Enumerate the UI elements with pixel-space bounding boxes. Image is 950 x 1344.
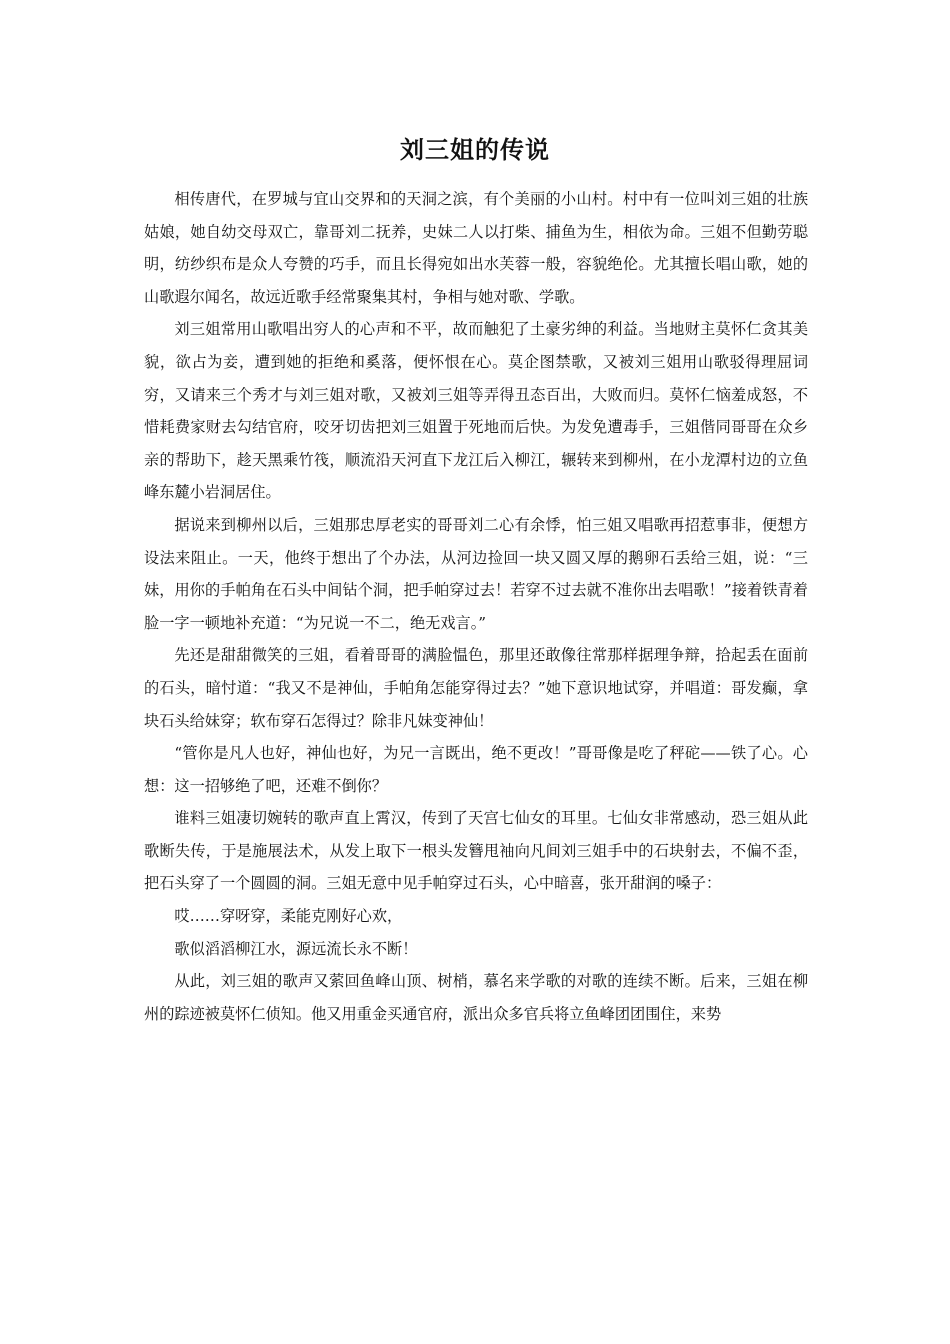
paragraph-aftermath: 从此，刘三姐的歌声又萦回鱼峰山顶、树梢，慕名来学歌的对歌的连续不断。后来，三姐在柳州的踪迹被莫怀仁侦知。他又用重金买通官府，派出众多官兵将立鱼峰团团围住，来势 [144, 972, 808, 1023]
song-line-1: 哎……穿呀穿，柔能克刚好心欢， [174, 907, 403, 926]
paragraph-fairy: 谁料三姐凄切婉转的歌声直上霄汉，传到了天宫七仙女的耳里。七仙女非常感动，恐三姐从此歌断失传，于是施展法术，从发上取下一根头发簪甩袖向凡间刘三姐手中的石块射去，不偏不歪，把石头穿了一个圆圆的洞。三姐无意中见手帕穿过石头，心中暗喜，张开甜润的嗓子： [144, 809, 808, 893]
paragraph-conflict: 刘三姐常用山歌唱出穷人的心声和不平，故而触犯了土豪劣绅的利益。当地财主莫怀仁贪其美貌，欲占为妾，遭到她的拒绝和奚落，便怀恨在心。莫企图禁歌，又被刘三姐用山歌驳得理屈词穷，又请来三个秀才与刘三姐对歌，又被刘三姐等弄得丑态百出，大败而归。莫怀仁恼羞成怒，不惜耗费家财去勾结官府，咬牙切齿把刘三姐置于死地而后快。为发免遭毒手，三姐偕同哥哥在众乡亲的帮助下，趁天黑乘竹筏，顺流沿天河直下龙江后入柳江，辗转来到柳州，在小龙潭村边的立鱼峰东麓小岩洞居住。 [144, 320, 808, 502]
document-title: 刘三姐的传说 [400, 136, 550, 164]
paragraph-brother-reply: “管你是凡人也好，神仙也好，为兄一言既出，绝不更改！”哥哥像是吃了秤砣——铁了心。心想：这一招够绝了吧，还难不倒你？ [144, 744, 808, 795]
paragraph-sanjie-song: 先还是甜甜微笑的三姐，看着哥哥的满脸愠色，那里还敢像往常那样据理争辩，拾起丢在面前的石头，暗忖道：“我又不是神仙，手帕角怎能穿得过去？”她下意识地试穿，并唱道：哥发癫，拿块石头给妹穿；软布穿石怎得过？除非凡妹变神仙！ [144, 646, 808, 730]
document-body [144, 183, 808, 1030]
paragraph-brother-stone: 据说来到柳州以后，三姐那忠厚老实的哥哥刘二心有余悸，怕三姐又唱歌再招惹事非，便想方设法来阻止。一天，他终于想出了个办法，从河边捡回一块又圆又厚的鹅卵石丢给三姐，说：“三妹，用你的手帕角在石头中间钻个洞，把手帕穿过去！若穿不过去就不准你出去唱歌！”接着铁青着脸一字一顿地补充道：“为兄说一不二，绝无戏言。” [144, 515, 808, 632]
song-line-2: 歌似滔滔柳江水，源远流长永不断！ [174, 939, 418, 958]
paragraph-intro: 相传唐代，在罗城与宜山交界和的天洞之滨，有个美丽的小山村。村中有一位叫刘三姐的壮族姑娘，她自幼交母双亡，靠哥刘二抚养，史妹二人以打柴、捕鱼为生，相依为命。三姐不但勤劳聪明，纺纱织布是众人夸赞的巧手，而且长得宛如出水芙蓉一般，容貌绝伦。尤其擅长唱山歌，她的山歌遐尔闻名，故远近歌手经常聚集其村，争相与她对歌、学歌。 [144, 190, 808, 306]
